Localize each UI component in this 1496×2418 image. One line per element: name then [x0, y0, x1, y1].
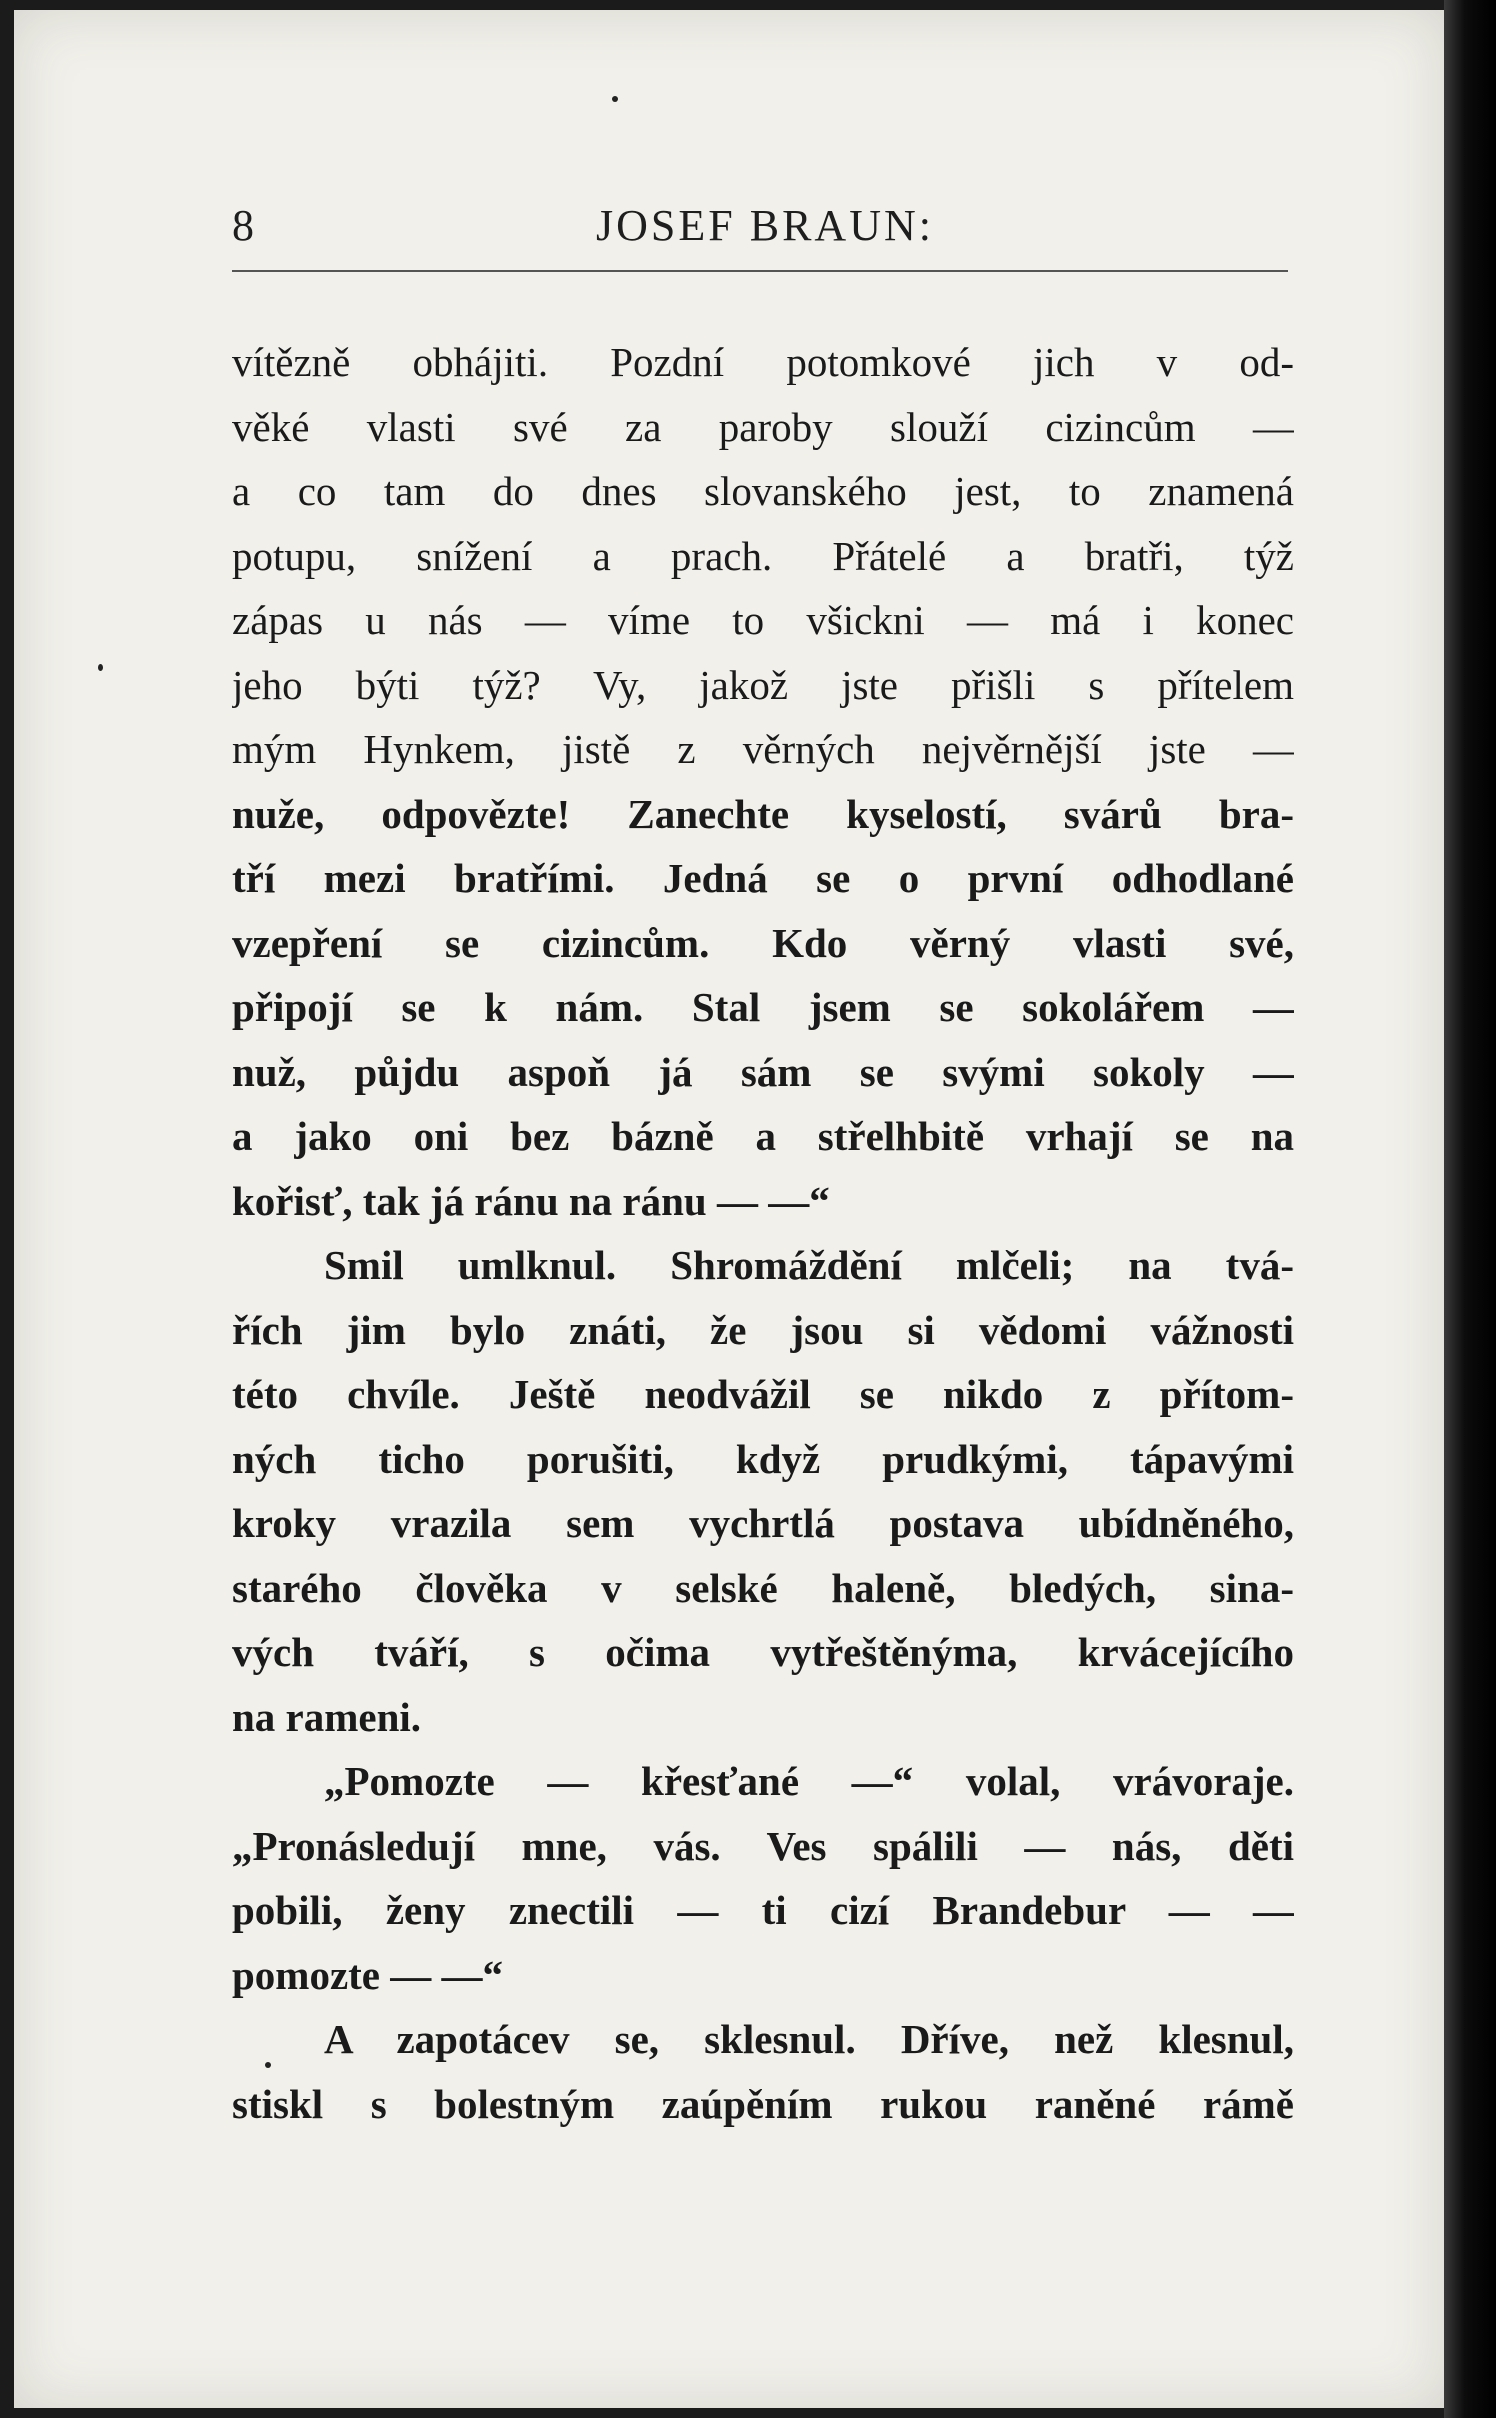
text-line: pomozte — —“: [232, 1951, 504, 1998]
text-line: kořisť, tak já ránu na ránu — —“: [232, 1177, 830, 1224]
text-line: mým Hynkem, jistě z věrných nejvěrnější jste —: [232, 726, 1294, 772]
text-line: potupu, snížení a prach. Přátelé a bratři, týž: [232, 532, 1294, 579]
text-line: na rameni.: [232, 1693, 422, 1740]
page-edge-shadow: [1444, 0, 1496, 2418]
text-line: „Pomozte — křesťané —“ volal, vrávoraje.: [324, 1758, 1294, 1804]
text-line: této chvíle. Ještě neodvážil se nikdo z přítom-: [232, 1371, 1294, 1417]
text-line: pobili, ženy znectili — ti cizí Brandebur — —: [232, 1887, 1294, 1933]
text-line: vzepření se cizincům. Kdo věrný vlasti své,: [232, 919, 1294, 966]
text-line: kroky vrazila sem vychrtlá postava ubídněného,: [232, 1500, 1294, 1546]
running-title: JOSEF BRAUN:: [596, 201, 934, 250]
paper-speck: [265, 2062, 271, 2068]
text-line: starého člověka v selské haleně, bledých, sina-: [232, 1564, 1294, 1611]
text-line: „Pronásledují mne, vás. Ves spálili — nás, děti: [232, 1822, 1294, 1869]
page-number: 8: [232, 201, 254, 250]
text-line: A zapotácev se, sklesnul. Dříve, než klesnul,: [324, 2016, 1294, 2062]
text-line: zápas u nás — víme to všickni — má i konec: [232, 597, 1294, 643]
text-line: a jako oni bez bázně a střelhbitě vrhají se na: [232, 1113, 1294, 1159]
text-line: připojí se k nám. Stal jsem se sokolářem —: [232, 984, 1294, 1030]
text-line: tří mezi bratřími. Jedná se o první odhodlané: [232, 855, 1294, 901]
text-line: řích jim bylo znáti, že jsou si vědomi vážnosti: [232, 1306, 1294, 1353]
text-line: ných ticho porušiti, když prudkými, tápavými: [232, 1435, 1294, 1482]
page-header: [232, 200, 1298, 260]
text-line: vých tváří, s očima vytřeštěnýma, krvácejícího: [232, 1629, 1294, 1675]
text-line: věké vlasti své za paroby slouží cizincům —: [232, 403, 1294, 450]
text-line: nuž, půjdu aspoň já sám se svými sokoly —: [232, 1048, 1294, 1095]
text-line: jeho býti týž? Vy, jakož jste přišli s přítelem: [232, 661, 1294, 708]
text-line: stiskl s bolestným zaúpěním rukou raněné rámě: [232, 2080, 1294, 2127]
text-line: a co tam do dnes slovanského jest, to znamená: [232, 468, 1294, 514]
header-rule: [232, 270, 1288, 272]
paper-speck: [98, 664, 103, 671]
text-line: vítězně obhájiti. Pozdní potomkové jich v od-: [232, 339, 1294, 385]
text-line: nuže, odpovězte! Zanechte kyselostí, svárů bra-: [232, 790, 1294, 837]
text-line: Smil umlknul. Shromáždění mlčeli; na tvá-: [324, 1242, 1294, 1288]
paper-speck: [612, 96, 618, 102]
body-text: [232, 330, 1294, 2136]
